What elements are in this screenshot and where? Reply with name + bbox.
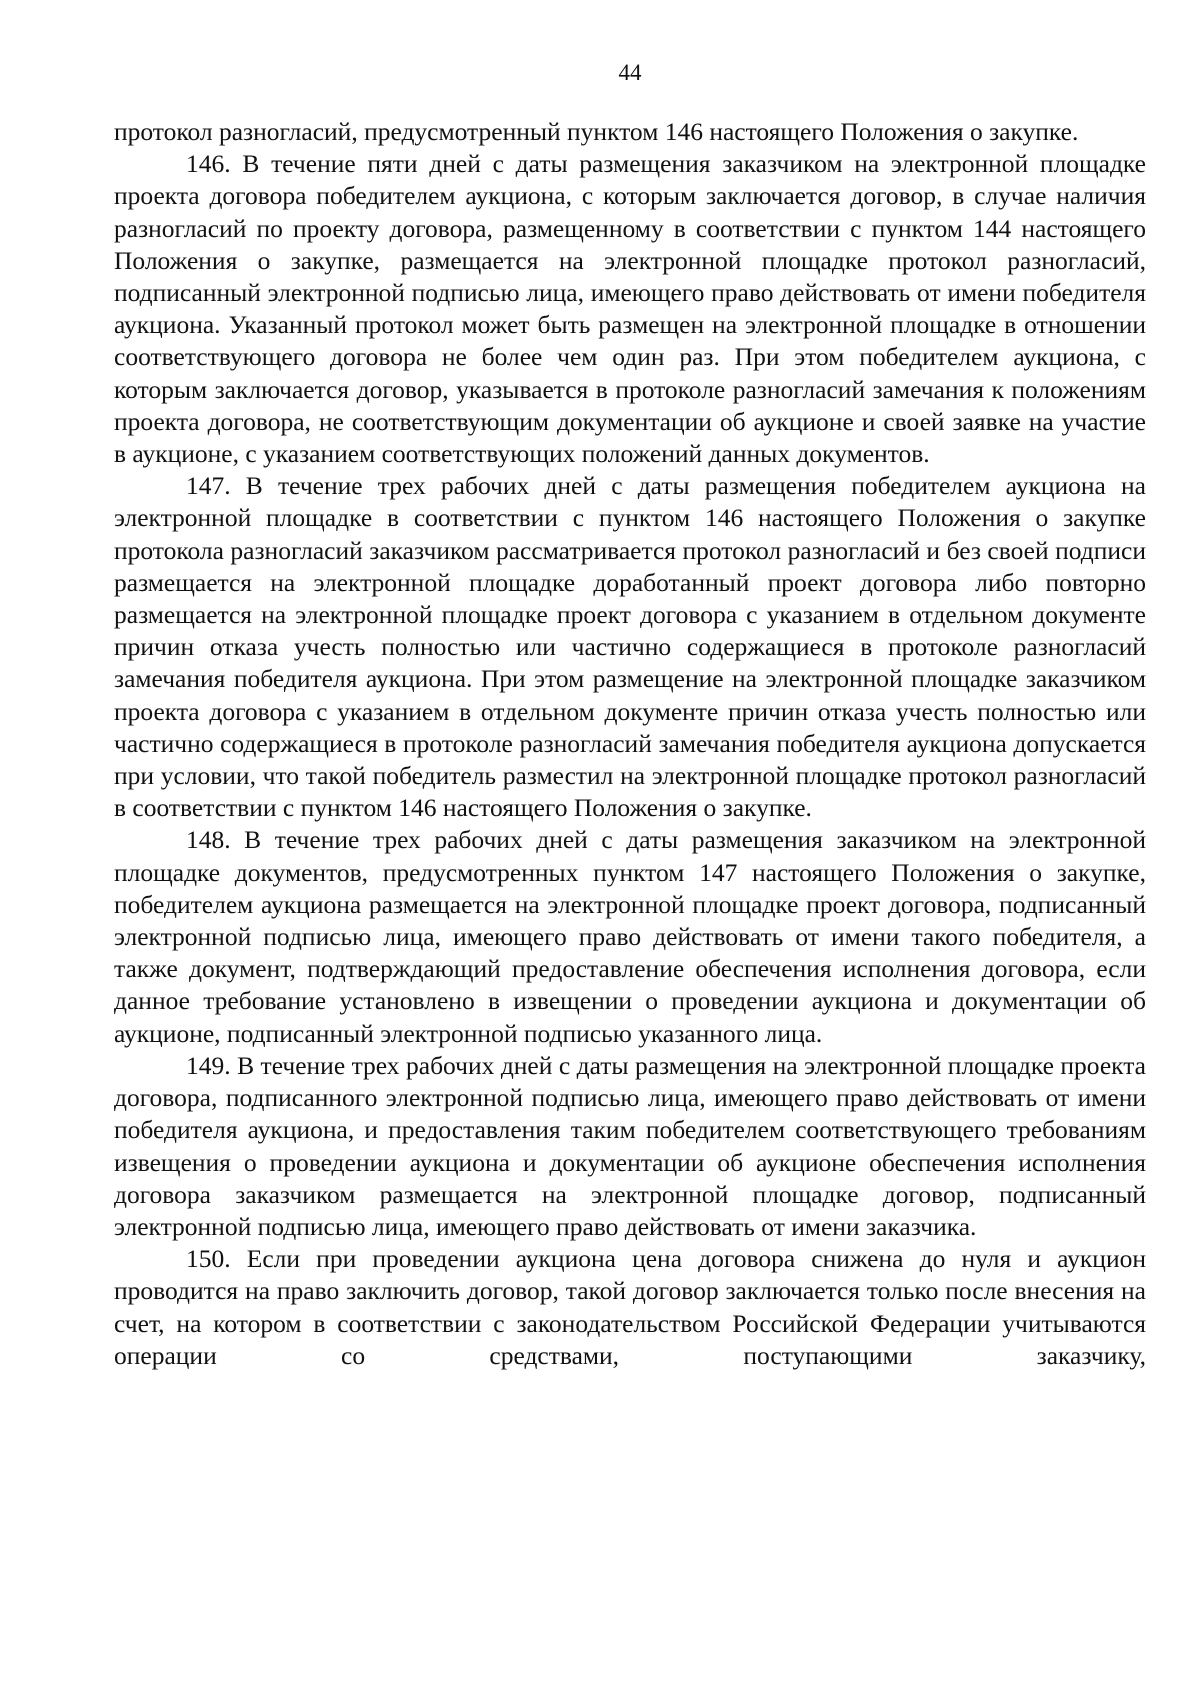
paragraph-147: 147. В течение трех рабочих дней с даты размещения победителем аукциона на электронной площадке в соответствии с пунктом 146 настоящего Положения о закупке протокола разногласий заказчиком рассматривается протокол разногласий и без своей подписи размещается на электронной площадке доработанный проект договора либо повторно размещается на электронной площадке проект договора с указанием в отдельном документе причин отказа учесть полностью или частично содержащиеся в протоколе разногласий замечания победителя аукциона. При этом размещение на электронной площадке заказчиком проекта договора с указанием в отдельном документе причин отказа учесть полностью или частично содержащиеся в протоколе разногласий замечания победителя аукциона допускается при условии, что такой победитель разместил на электронной площадке протокол разногласий в соответствии с пунктом 146 настоящего Положения о закупке. (114, 471, 1146, 823)
page-number: 44 (618, 60, 642, 85)
paragraph-149: 149. В течение трех рабочих дней с даты размещения на электронной площадке проекта договора, подписанного электронной подписью лица, имеющего право действовать от имени победителя аукциона, и предоставления таким победителем соответствующего требованиям извещения о проведении аукциона и документации об аукционе обеспечения исполнения договора заказчиком размещается на электронной площадке договор, подписанный электронной подписью лица, имеющего право действовать от имени заказчика. (114, 1050, 1146, 1241)
paragraph-148: 148. В течение трех рабочих дней с даты размещения заказчиком на электронной площадке документов, предусмотренных пунктом 147 настоящего Положения о закупке, победителем аукциона размещается на электронной площадке проект договора, подписанный электронной подписью лица, имеющего право действовать от имени такого победителя, а также документ, подтверждающий предоставление обеспечения исполнения договора, если данное требование установлено в извещении о проведении аукциона и документации об аукционе, подписанный электронной подписью указанного лица. (114, 825, 1146, 1048)
paragraph-continuation: протокол разногласий, предусмотренный пунктом 146 настоящего Положения о закупке. (114, 117, 1079, 146)
paragraph-146: 146. В течение пяти дней с даты размещения заказчиком на электронной площадке проекта договора победителем аукциона, с которым заключается договор, в случае наличия разногласий по проекту договора, размещенному в соответствии с пунктом 144 настоящего Положения о закупке, размещается на электронной площадке протокол разногласий, подписанный электронной подписью лица, имеющего право действовать от имени победителя аукциона. Указанный протокол может быть размещен на электронной площадке в отношении соответствующего договора не более чем один раз. При этом победителем аукциона, с которым заключается договор, указывается в протоколе разногласий замечания к положениям проекта договора, не соответствующим документации об аукционе и своей заявке на участие в аукционе, с указанием соответствующих положений данных документов. (114, 149, 1146, 469)
document-body (114, 116, 1146, 1372)
paragraph-150: 150. Если при проведении аукциона цена договора снижена до нуля и аукцион проводится на право заключить договор, такой договор заключается только после внесения на счет, на котором в соответствии с законодательством Российской Федерации учитываются операции со средствами, поступающими заказчику, (114, 1244, 1146, 1370)
